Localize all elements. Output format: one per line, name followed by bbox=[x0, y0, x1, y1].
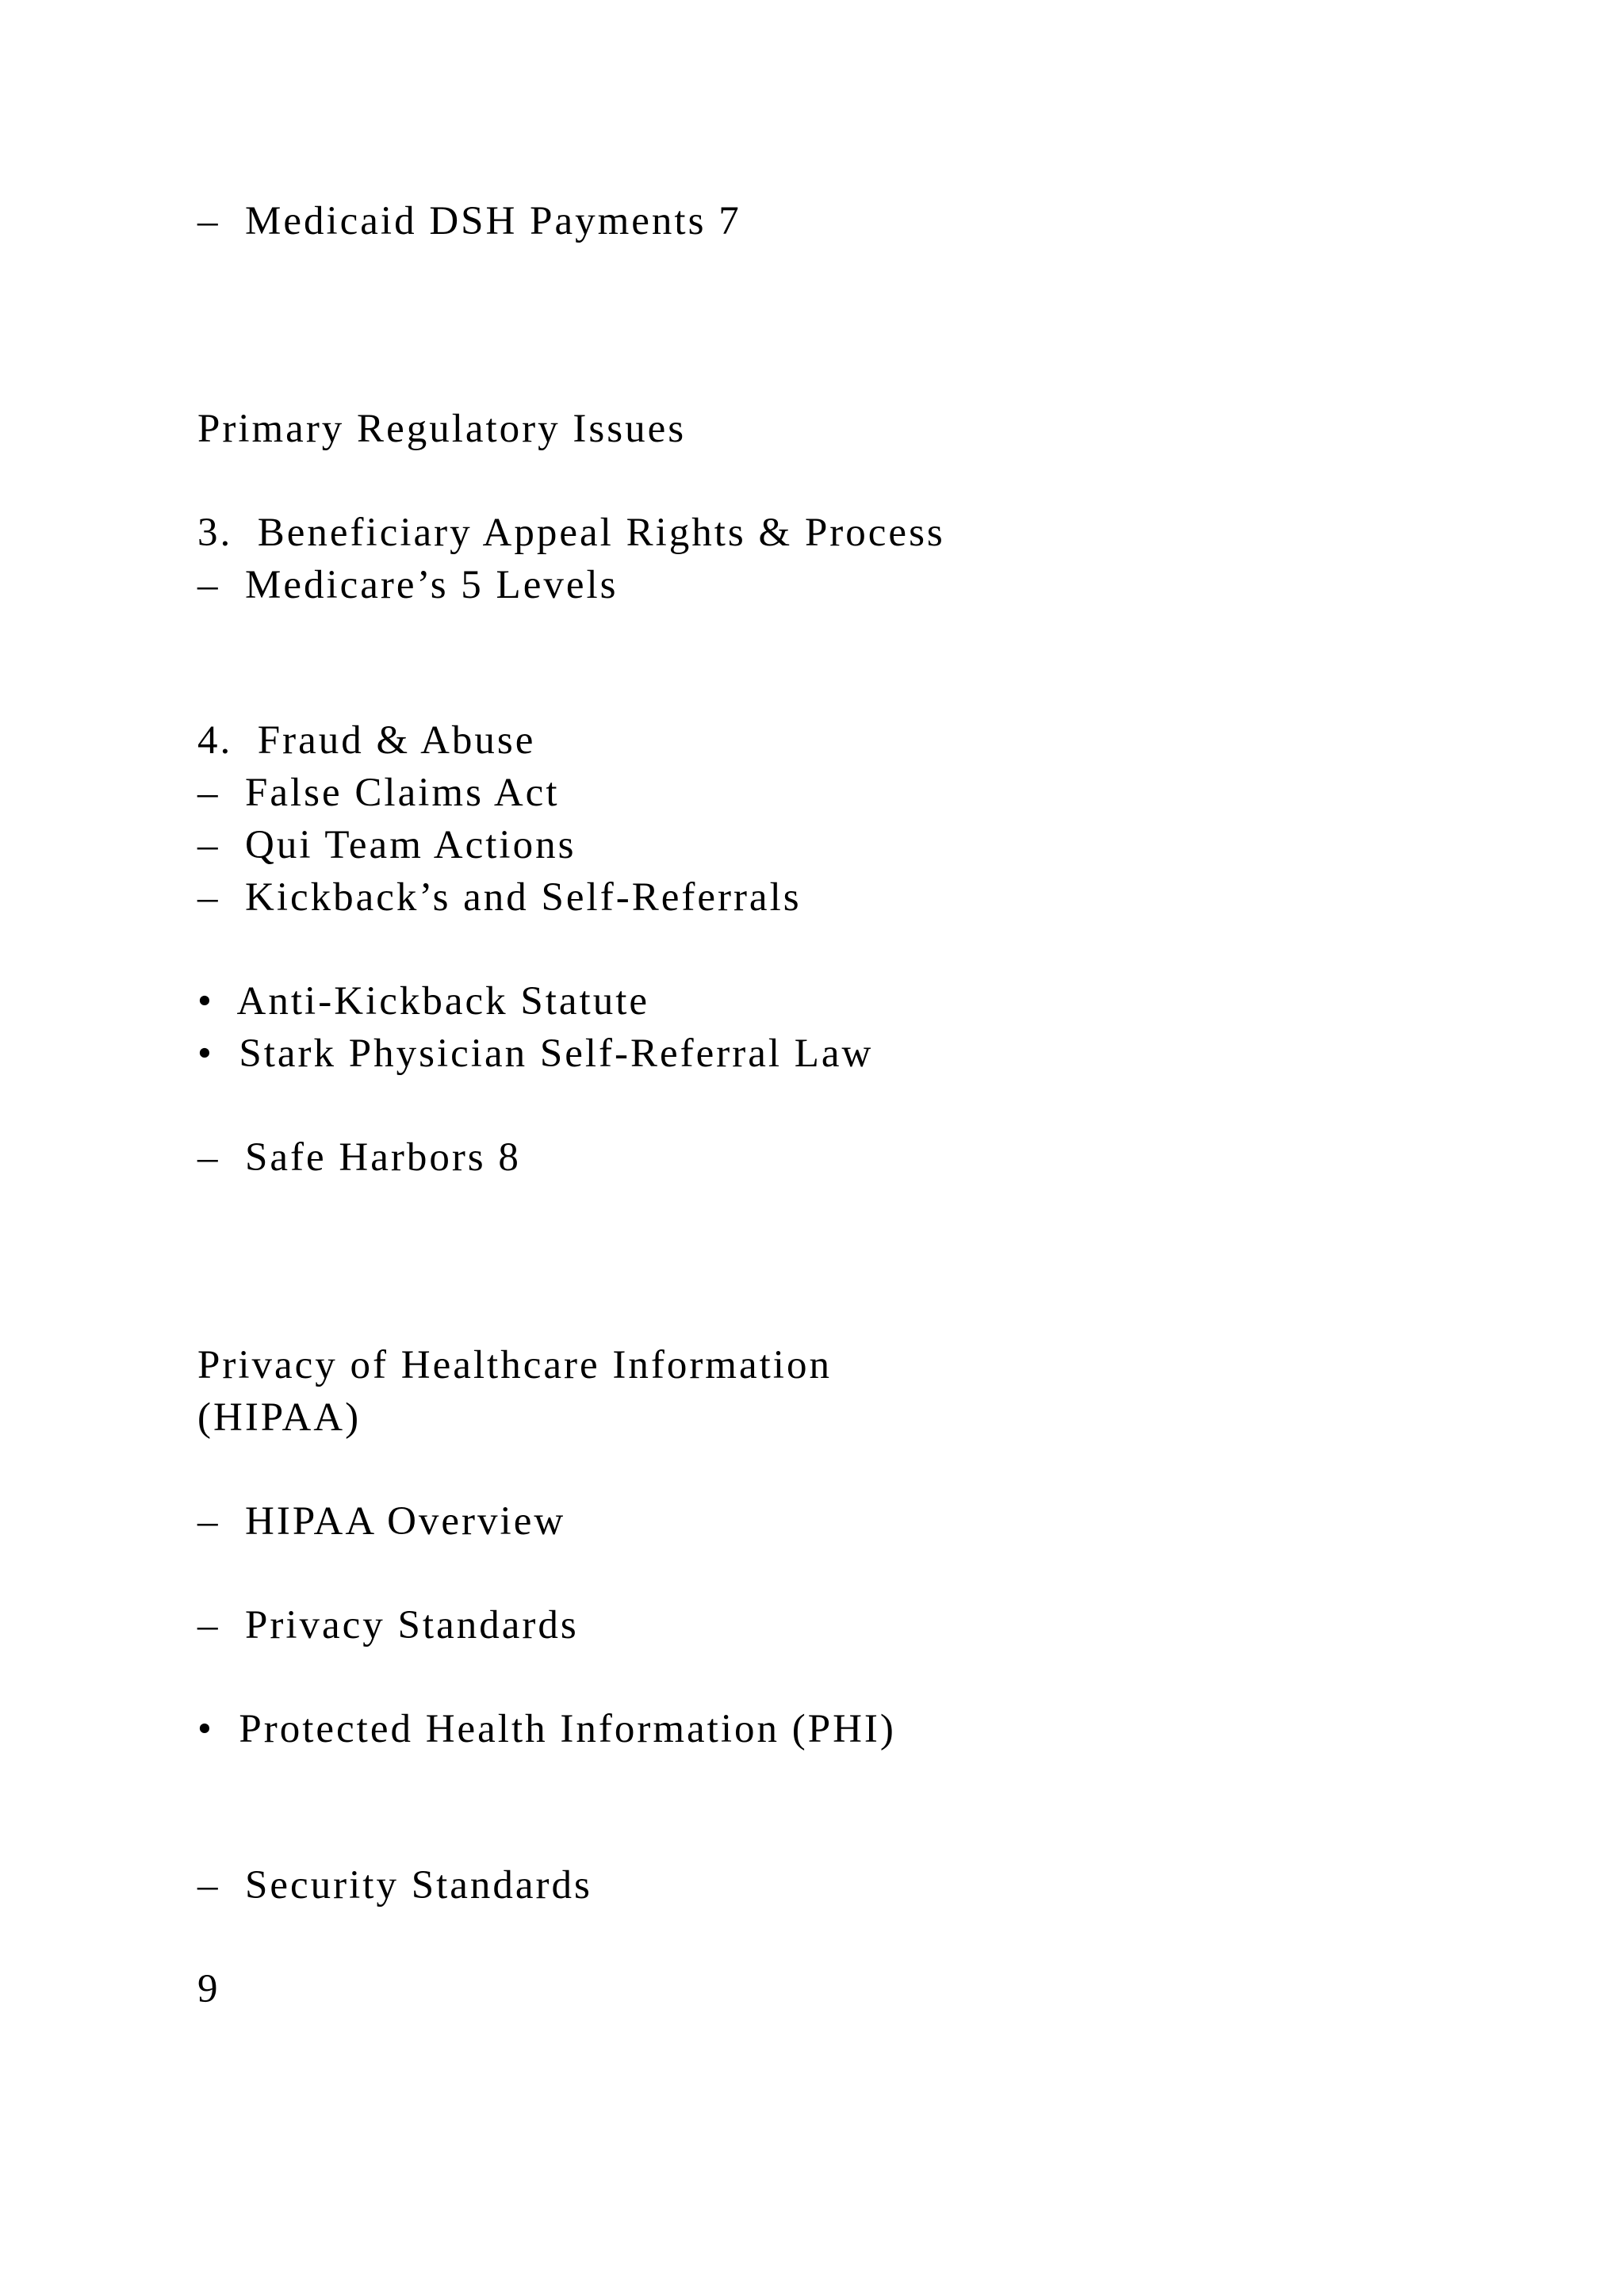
text-line: – False Claims Act bbox=[197, 771, 560, 815]
text-line: • Stark Physician Self-Referral Law bbox=[197, 1031, 874, 1076]
text-line: 3. Beneficiary Appeal Rights & Process bbox=[197, 511, 945, 555]
text-line: – Security Standards bbox=[197, 1863, 592, 1908]
text-line: • Protected Health Information (PHI) bbox=[197, 1707, 896, 1751]
text-line: – Medicare’s 5 Levels bbox=[197, 563, 619, 607]
text-line: – Kickback’s and Self-Referrals bbox=[197, 875, 802, 920]
text-line: – Medicaid DSH Payments 7 bbox=[197, 199, 741, 243]
text-line: 4. Fraud & Abuse bbox=[197, 718, 536, 763]
text-line: – Privacy Standards bbox=[197, 1603, 579, 1647]
section-heading: Primary Regulatory Issues bbox=[197, 407, 687, 451]
text-line: • Anti-Kickback Statute bbox=[197, 979, 649, 1024]
text-line: – Qui Team Actions bbox=[197, 823, 576, 867]
section-heading-continued: (HIPAA) bbox=[197, 1395, 362, 1440]
text-line: – Safe Harbors 8 bbox=[197, 1135, 521, 1180]
text-line: – HIPAA Overview bbox=[197, 1499, 566, 1544]
page-number: 9 bbox=[197, 1967, 220, 2011]
section-heading: Privacy of Healthcare Information bbox=[197, 1343, 832, 1387]
